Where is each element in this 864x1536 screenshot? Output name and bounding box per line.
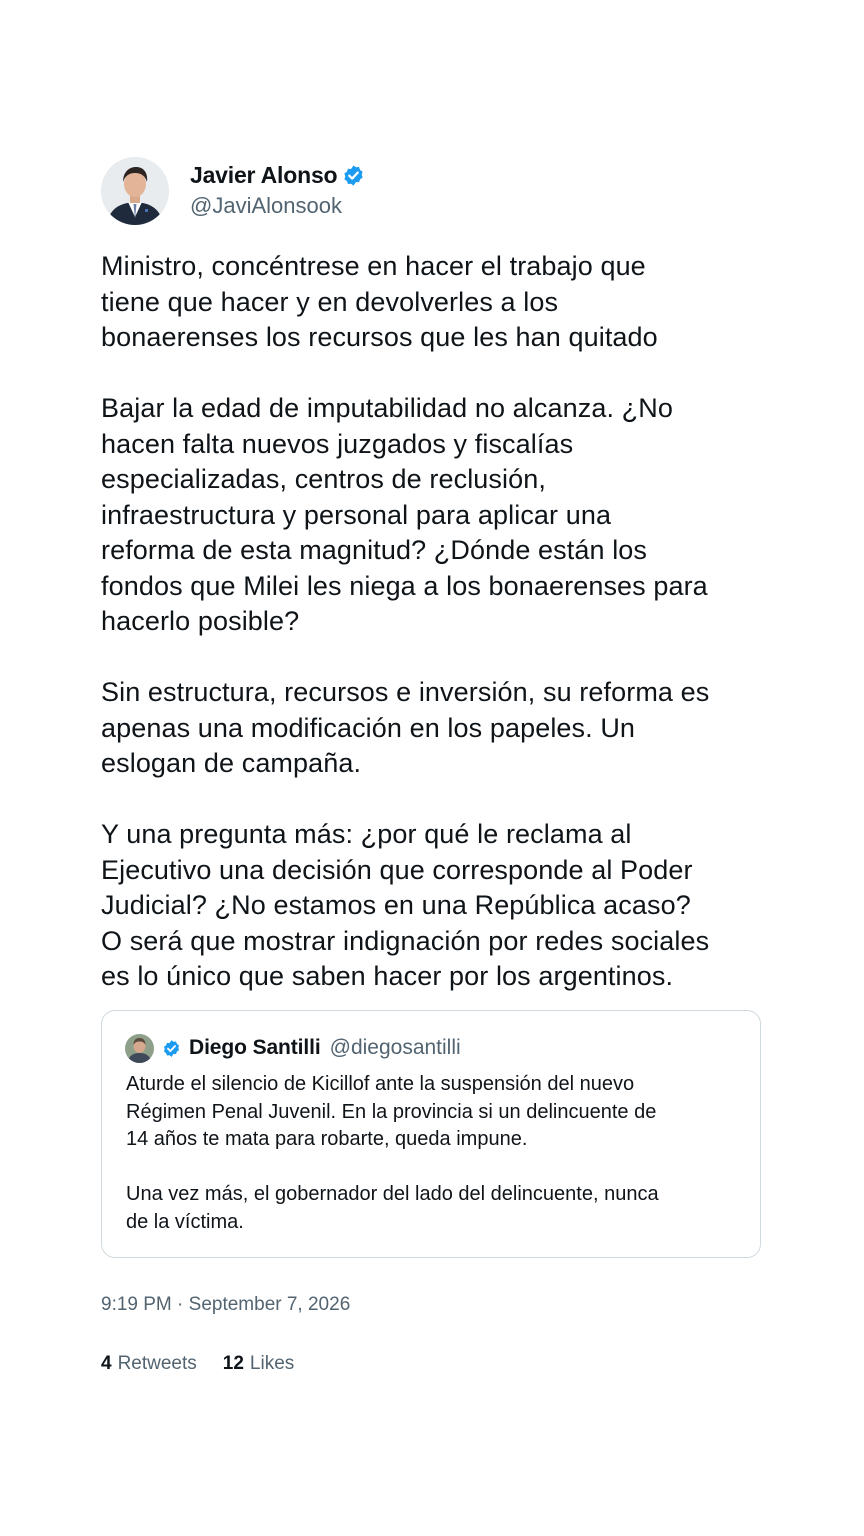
author-display-name[interactable]: Javier Alonso (190, 162, 338, 188)
tweet-text: Ministro, concéntrese en hacer el trabajo que tiene que hacer y en devolverles a los bonaerenses los recursos que les han quitado Bajar la edad de imputabilidad no alcanza. ¿No hacen falta nuevos juzgados y fiscalías especializadas, centros de reclusión, infraestructura y personal para aplicar una reforma de esta magnitud? ¿Dónde están los fondos que Milei les niega a los bonaerenses para hacerlo posible? Sin estructura, recursos e inversión, su reforma es apenas una modificación en los papeles. Un eslogan de campaña. Y una pregunta más: ¿por qué le reclama al Ejecutivo una decisión que corresponde al Poder Judicial? ¿No estamos en una República acaso? O será que mostrar indignación por redes sociales es lo único que saben hacer por los argentinos. (101, 251, 710, 991)
verified-badge-icon (342, 164, 365, 187)
quoted-author-name: Diego Santilli (189, 1036, 321, 1059)
retweets-label: Retweets (117, 1353, 197, 1374)
tweet-timestamp[interactable]: 9:19 PM · September 7, 2026 (101, 1294, 351, 1315)
quoted-author-handle: @diegosantilli (329, 1036, 461, 1059)
author-name-row (190, 161, 365, 191)
tweet-stats (101, 1353, 294, 1375)
author-avatar[interactable] (101, 157, 169, 225)
quoted-tweet-card[interactable] (101, 1010, 761, 1258)
likes-count: 12 (222, 1353, 244, 1374)
tweet (101, 157, 763, 995)
profile-photo-icon (101, 157, 169, 225)
retweets-count: 4 (101, 1353, 112, 1374)
likes-stat[interactable] (223, 1353, 295, 1375)
author-handle[interactable]: @JaviAlonsook (190, 192, 342, 218)
profile-photo-icon (125, 1034, 154, 1063)
verified-badge-icon (162, 1039, 181, 1058)
quoted-author-avatar (125, 1034, 154, 1063)
likes-label: Likes (249, 1353, 295, 1374)
tweet-author (101, 157, 763, 225)
author-identity (190, 161, 365, 219)
quoted-tweet-text: Aturde el silencio de Kicillof ante la suspensión del nuevo Régimen Penal Juvenil. En la provincia si un delincuente de 14 años te mata para robarte, queda impune. Una vez más, el gobernador del lado del delincuente, nunca de la víctima. (126, 1073, 659, 1233)
retweets-stat[interactable] (101, 1353, 197, 1375)
quoted-tweet-header (125, 1033, 461, 1063)
